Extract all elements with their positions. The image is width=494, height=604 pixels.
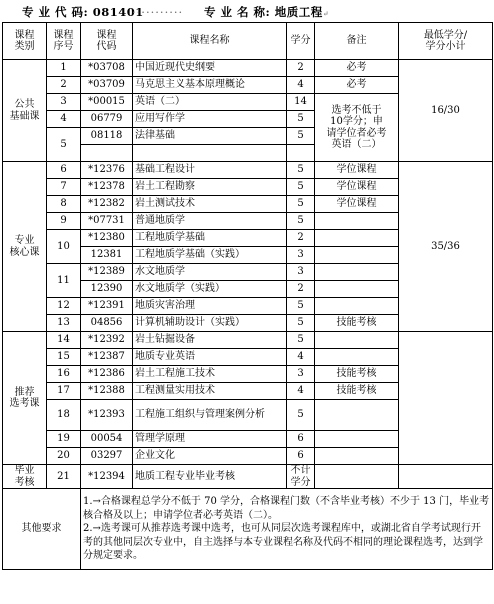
credit-cell: 14 [287,94,315,111]
seq-cell: 4 [47,111,81,128]
remark-cell [315,264,399,281]
credit-cell: 3 [287,366,315,383]
requirement-item-2: 2.→选考课可从推荐选考课中选考，也可从同层次选考课程库中，或湖北省自学考试现行开考的其他同层次专业中，自主选择与本专业课程名称及代码不相同的理论课程选考，达到学分规定要求。 [83,523,483,562]
remark-cell [315,247,399,264]
name-cell: 工程地质学基础 [133,230,287,247]
name-cell: 企业文化 [133,448,287,465]
remark-cell [315,298,399,315]
seq-cell: 5 [47,128,81,162]
code-cell [81,145,133,162]
credit-cell: 4 [287,383,315,400]
code-cell: 12381 [81,247,133,264]
remark-cell: 学位课程 [315,179,399,196]
credit-cell: 6 [287,448,315,465]
name-cell: 基础工程设计 [133,162,287,179]
remark-cell: 选考不低于 10学分；申 请学位者必考 英语（二） [315,94,399,162]
seq-cell: 14 [47,332,81,349]
credit-cell: 2 [287,281,315,298]
code-cell: *12389 [81,264,133,281]
remark-cell [315,349,399,366]
credit-cell: 5 [287,162,315,179]
requirements-label: 其他要求 [3,489,81,570]
remark-cell [315,400,399,431]
seq-cell: 11 [47,264,81,298]
code-cell: *00015 [81,94,133,111]
seq-cell: 18 [47,400,81,431]
code-cell: *12394 [81,465,133,489]
code-cell: 12390 [81,281,133,298]
major-code-label: 专 业 代 码: [22,5,89,19]
code-cell: *12378 [81,179,133,196]
code-cell: 03297 [81,448,133,465]
requirements-text [81,489,493,570]
table-body [3,60,493,489]
major-name-value: 地质工程 [274,5,323,19]
credit-cell: 5 [287,213,315,230]
credit-cell: 5 [287,111,315,128]
major-code-value: 081401 [92,5,144,19]
credit-cell: 2 [287,60,315,77]
header-seq: 课程 序号 [47,23,81,60]
name-cell: 地质工程专业毕业考核 [133,465,287,489]
code-cell: *12391 [81,298,133,315]
seq-cell: 1 [47,60,81,77]
name-cell: 法律基础 [133,128,287,145]
credit-cell [287,145,315,162]
major-name-line [204,2,329,24]
seq-cell: 21 [47,465,81,489]
category-cell: 毕业 考核 [3,465,47,489]
credit-cell: 5 [287,179,315,196]
name-cell: 岩土钻掘设备 [133,332,287,349]
table-row [3,162,493,179]
remark-cell: 学位课程 [315,196,399,213]
curriculum-table [2,22,493,570]
name-cell: 中国近现代史纲要 [133,60,287,77]
name-cell: 英语（二） [133,94,287,111]
seq-cell: 10 [47,230,81,264]
seq-cell: 13 [47,315,81,332]
credit-cell: 5 [287,298,315,315]
header-name: 课程名称 [133,23,287,60]
code-cell: 00054 [81,431,133,448]
requirements-row [3,489,493,570]
credit-cell: 2 [287,230,315,247]
major-header [0,2,494,22]
credit-cell: 3 [287,264,315,281]
name-cell: 工程地质学基础（实践） [133,247,287,264]
remark-cell [315,332,399,349]
category-cell: 专业 核心课 [3,162,47,332]
credit-cell: 3 [287,247,315,264]
credit-cell: 4 [287,349,315,366]
seq-cell: 6 [47,162,81,179]
requirement-item-1: 1.→合格课程总学分不低于 70 学分，合格课程门数（不含毕业考核）不少于 13 门，毕业考核合格及以上；申请学位者必考英语（二）。 [83,496,490,521]
credit-cell: 6 [287,431,315,448]
code-cell: *03709 [81,77,133,94]
name-cell: 计算机辅助设计（实践） [133,315,287,332]
code-cell: *12376 [81,162,133,179]
remark-cell: 学位课程 [315,162,399,179]
credit-cell: 5 [287,196,315,213]
seq-cell: 9 [47,213,81,230]
credit-cell: 5 [287,400,315,431]
name-cell: 岩土工程施工技术 [133,366,287,383]
header-category: 课程 类别 [3,23,47,60]
major-code-line [22,2,144,22]
remark-cell [315,230,399,247]
code-cell: 04856 [81,315,133,332]
name-cell: 地质灾害治理 [133,298,287,315]
remark-cell [315,431,399,448]
header-min-credit: 最低学分/ 学分小计 [399,23,493,60]
remark-cell: 技能考核 [315,315,399,332]
name-cell: 工程施工组织与管理案例分析 [133,400,287,431]
name-cell: 地质专业英语 [133,349,287,366]
remark-cell: 必考 [315,77,399,94]
category-cell: 公共 基础课 [3,60,47,162]
min-credit-cell [399,465,493,489]
code-cell: *12393 [81,400,133,431]
header-credit: 学分 [287,23,315,60]
name-cell: 马克思主义基本原理概论 [133,77,287,94]
code-cell: *12386 [81,366,133,383]
remark-cell: 技能考核 [315,383,399,400]
header-remark: 备注 [315,23,399,60]
seq-cell: 16 [47,366,81,383]
name-cell: 岩土工程勘察 [133,179,287,196]
major-name-label: 专 业 名 称: [204,5,271,19]
seq-cell: 2 [47,77,81,94]
credit-cell: 不计学分 [287,465,315,489]
seq-cell: 19 [47,431,81,448]
code-cell: *12382 [81,196,133,213]
table-row [3,332,493,349]
name-cell: 管理学原理 [133,431,287,448]
min-credit-cell: 16/30 [399,60,493,162]
code-cell: *12380 [81,230,133,247]
paragraph-mark: ↵ [322,9,330,18]
category-cell: 推荐 选考课 [3,332,47,465]
seq-cell: 12 [47,298,81,315]
code-cell: *12388 [81,383,133,400]
credit-cell: 4 [287,77,315,94]
remark-cell [315,281,399,298]
header-code: 课程 代码 [81,23,133,60]
header-dots: ··········· [132,5,184,19]
code-cell: 06779 [81,111,133,128]
code-cell: *12387 [81,349,133,366]
remark-cell [315,213,399,230]
name-cell: 水文地质学（实践） [133,281,287,298]
min-credit-cell: 35/36 [399,162,493,332]
code-cell: *07731 [81,213,133,230]
table-row [3,465,493,489]
code-cell: *12392 [81,332,133,349]
table-row [3,60,493,77]
name-cell: 水文地质学 [133,264,287,281]
credit-cell: 5 [287,332,315,349]
name-cell: 普通地质学 [133,213,287,230]
seq-cell: 7 [47,179,81,196]
table-header-row [3,23,493,60]
name-cell: 岩土测试技术 [133,196,287,213]
seq-cell: 15 [47,349,81,366]
name-cell: 应用写作学 [133,111,287,128]
remark-cell [315,448,399,465]
code-cell: 08118 [81,128,133,145]
remark-cell: 必考 [315,60,399,77]
credit-cell: 5 [287,128,315,145]
credit-cell: 5 [287,315,315,332]
seq-cell: 20 [47,448,81,465]
name-cell: 工程测量实用技术 [133,383,287,400]
seq-cell: 17 [47,383,81,400]
seq-cell: 8 [47,196,81,213]
code-cell: *03708 [81,60,133,77]
name-cell [133,145,287,162]
seq-cell: 3 [47,94,81,111]
remark-cell [315,465,399,489]
remark-cell: 技能考核 [315,366,399,383]
min-credit-cell [399,332,493,465]
